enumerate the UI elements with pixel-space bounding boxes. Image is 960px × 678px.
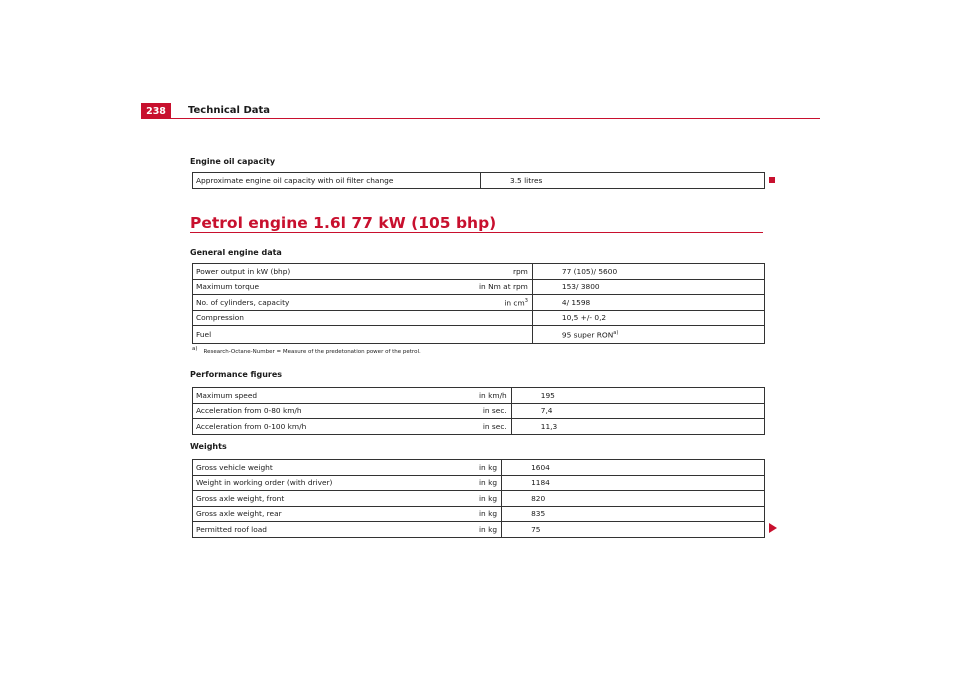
end-square-icon <box>769 177 775 183</box>
oil-capacity-heading: Engine oil capacity <box>190 157 276 166</box>
page-number: 238 <box>141 103 171 119</box>
spec-unit <box>476 326 532 344</box>
table-row <box>193 264 765 280</box>
weights-table <box>192 459 765 538</box>
spec-value: 77 (105)/ 5600 <box>532 264 764 280</box>
spec-unit: in sec. <box>476 419 511 435</box>
table-row <box>193 326 765 344</box>
spec-value: 10,5 +/- 0,2 <box>532 310 764 326</box>
spec-value: 7,4 <box>511 403 764 419</box>
spec-label: Acceleration from 0-100 km/h <box>193 419 477 435</box>
spec-value: 75 <box>502 522 765 538</box>
spec-label: Weight in working order (with driver) <box>193 475 477 491</box>
spec-value: 820 <box>502 491 765 507</box>
spec-unit: in kg <box>476 475 502 491</box>
table-row <box>193 310 765 326</box>
section-divider <box>190 232 763 233</box>
performance-heading: Performance figures <box>190 370 283 379</box>
spec-label: Fuel <box>193 326 477 344</box>
spec-unit: in km/h <box>476 388 511 404</box>
footnote-text: Research-Octane-Number = Measure of the predetonation power of the petrol. <box>203 349 421 355</box>
table-row <box>193 475 765 491</box>
general-engine-data-heading: General engine data <box>190 248 282 257</box>
spec-label: Permitted roof load <box>193 522 477 538</box>
spec-label: Approximate engine oil capacity with oil filter change <box>193 173 481 189</box>
spec-unit: in sec. <box>476 403 511 419</box>
spec-label: Compression <box>193 310 477 326</box>
spec-value <box>532 326 764 344</box>
continue-arrow-icon <box>769 523 777 533</box>
table-row <box>193 460 765 476</box>
footnote-mark: a) <box>192 346 198 352</box>
spec-label: Acceleration from 0-80 km/h <box>193 403 477 419</box>
table-row <box>193 173 765 189</box>
spec-unit <box>476 310 532 326</box>
spec-value: 195 <box>511 388 764 404</box>
spec-value: 11,3 <box>511 419 764 435</box>
spec-label: No. of cylinders, capacity <box>193 295 477 311</box>
unit-text: in cm <box>504 297 525 307</box>
table-row <box>193 419 765 435</box>
spec-unit: in kg <box>476 460 502 476</box>
unit-superscript: 3 <box>524 297 528 304</box>
spec-unit: rpm <box>476 264 532 280</box>
spec-label: Power output in kW (bhp) <box>193 264 477 280</box>
spec-value: 4/ 1598 <box>532 295 764 311</box>
spec-unit: in kg <box>476 522 502 538</box>
table-row <box>193 522 765 538</box>
value-text: 95 super RON <box>561 330 614 340</box>
spec-value: 835 <box>502 506 765 522</box>
table-row <box>193 295 765 311</box>
performance-table <box>192 387 765 435</box>
spec-label: Maximum torque <box>193 279 477 295</box>
section-title: Petrol engine 1.6l 77 kW (105 bhp) <box>190 214 497 232</box>
general-engine-table <box>192 263 765 344</box>
page-header-title: Technical Data <box>188 105 271 116</box>
table-row <box>193 388 765 404</box>
table-row <box>193 279 765 295</box>
spec-unit <box>476 295 532 311</box>
footnote-ref: a) <box>613 329 619 336</box>
footnote <box>192 346 421 355</box>
spec-label: Maximum speed <box>193 388 477 404</box>
spec-unit: in kg <box>476 491 502 507</box>
spec-unit: in Nm at rpm <box>476 279 532 295</box>
spec-unit: in kg <box>476 506 502 522</box>
spec-value: 3.5 litres <box>481 173 765 189</box>
table-row <box>193 491 765 507</box>
spec-label: Gross axle weight, rear <box>193 506 477 522</box>
table-row <box>193 506 765 522</box>
table-row <box>193 403 765 419</box>
oil-capacity-table <box>192 172 765 189</box>
spec-value: 1604 <box>502 460 765 476</box>
spec-value: 153/ 3800 <box>532 279 764 295</box>
spec-value: 1184 <box>502 475 765 491</box>
spec-label: Gross axle weight, front <box>193 491 477 507</box>
spec-label: Gross vehicle weight <box>193 460 477 476</box>
header-divider <box>141 118 820 119</box>
weights-heading: Weights <box>190 442 227 451</box>
